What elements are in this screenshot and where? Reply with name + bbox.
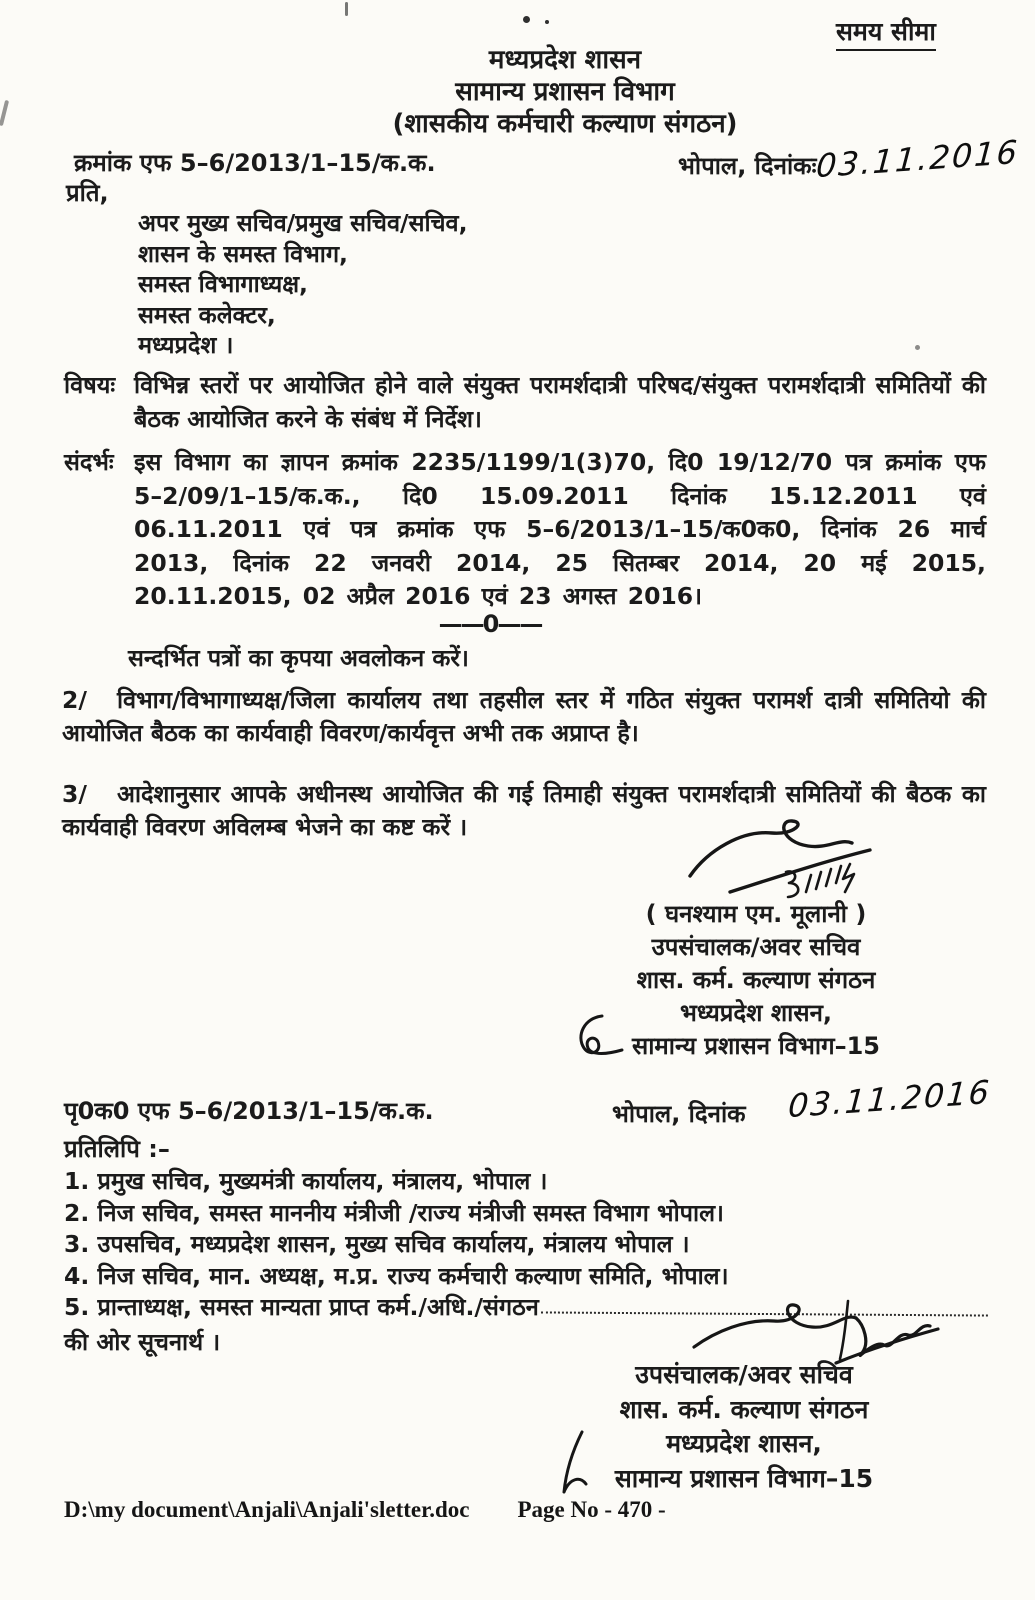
signatory-government: भध्यप्रदेश शासन, [679, 999, 833, 1027]
signatory-government: मध्यप्रदेश शासन, [666, 1429, 822, 1458]
pen-flourish [572, 1012, 624, 1062]
page-number: Page No - 470 - [517, 1497, 666, 1522]
department-name: सामान्य प्रशासन विभाग [455, 77, 675, 107]
paragraph-text: आदेशानुसार आपके अधीनस्थ आयोजित की गई तिमाही संयुक्त परामर्शदात्री समितियों की बैठक का कार्यवाही विवरण अविलम्ब भेजने का कष्ट करें । [62, 780, 986, 841]
scan-artifact [523, 16, 530, 23]
signatory-name: ( घनश्याम एम. मूलानी ) [645, 900, 867, 928]
time-limit-tag: समय सीमा [836, 14, 936, 51]
signature-scribble [682, 816, 877, 904]
addressee-line: मध्यप्रदेश । [138, 331, 234, 359]
place-date-label: भोपाल, दिनांक [612, 1100, 746, 1128]
signatory-designation: उपसंचालक/अवर सचिव [635, 1360, 853, 1389]
letter-number: क्रमांक एफ 5–6/2013/1–15/क.क. [74, 149, 436, 177]
subject-text: विभिन्न स्तरों पर आयोजित होने वाले संयुक्त परामर्शदात्री परिषद/संयुक्त परामर्शदात्री समितियों की बैठक आयोजित करने के संबंध में निर्देश। [134, 371, 986, 433]
copy-item-text: 5. प्रान्ताध्यक्ष, समस्त मान्यता प्राप्त कर्म./अधि./संगठन [64, 1293, 539, 1321]
scan-artifact [0, 100, 9, 126]
signatory-department: सामान्य प्रशासन विभाग–15 [614, 1463, 874, 1493]
reference-row [64, 446, 986, 614]
addressee-line: समस्त विभागाध्यक्ष, [138, 270, 308, 298]
organisation-name: (शासकीय कर्मचारी कल्याण संगठन) [392, 109, 738, 139]
signatory-block-1 [600, 898, 912, 1063]
paragraph-text: विभाग/विभागाध्यक्ष/जिला कार्यालय तथा तहसील स्तर में गठित संयुक्त परामर्श दात्री समितियो की आयोजित बैठक का कार्यवाही विवरण/कार्यवृत्त अभी तक अप्राप्त है। [62, 686, 986, 747]
copy-item: 3. उपसचिव, मध्यप्रदेश शासन, मुख्य सचिव कार्यालय, मंत्रालय भोपाल । [64, 1230, 690, 1258]
letterhead [90, 44, 1035, 140]
reference-text: इस विभाग का ज्ञापन क्रमांक 2235/1199/1(3)70, दि0 19/12/70 पत्र क्रमांक एफ 5–2/09/1–15/क.क., दि0 15.09.2011 दिनांक 15.12.2011 एवं 06.11.2011 एवं पत्र क्रमांक एफ 5–6/2013/1–15/क0क0, दिनांक 26 मार्च 2013, दिनांक 22 जनवरी 2014, 25 सितम्बर 2014, 20 मई 2015, 20.11.2015, 02 अप्रैल 2016 एवं 23 अगस्त 2016। [134, 448, 986, 610]
salutation: प्रति, [66, 179, 109, 207]
handwritten-date: 03.11.2016 [814, 132, 1021, 186]
scan-artifact [345, 2, 348, 16]
copy-item: 2. निज सचिव, समस्त माननीय मंत्रीजी /राज्य मंत्रीजी समस्त विभाग भोपाल। [64, 1198, 724, 1227]
section-divider: ——0—— [438, 610, 542, 638]
pen-flourish [556, 1428, 596, 1494]
paragraph-number: 3/ [62, 780, 87, 808]
place-date-label: भोपाल, दिनांकः [678, 152, 817, 180]
addressee-line: समस्त कलेक्टर, [138, 300, 276, 329]
government-name: मध्यप्रदेश शासन [488, 45, 642, 75]
signatory-organisation: शास. कर्म. कल्याण संगठन [636, 966, 876, 994]
scan-artifact [545, 20, 549, 24]
copy-item: 1. प्रमुख सचिव, मुख्यमंत्री कार्यालय, मंत्रालय, भोपाल । [64, 1167, 548, 1195]
copy-item: 4. निज सचिव, मान. अध्यक्ष, म.प्र. राज्य कर्मचारी कल्याण समिति, भोपाल। [64, 1261, 729, 1290]
body-paragraph-2 [62, 684, 986, 750]
copy-list-tail: की ओर सूचनार्थ । [64, 1327, 221, 1356]
addressee-list [138, 208, 468, 361]
endorsement-number: पृ0क0 एफ 5–6/2013/1–15/क.क. [64, 1097, 434, 1125]
signatory-block-2 [585, 1358, 903, 1496]
copy-to-label: प्रतिलिपि :– [64, 1135, 170, 1163]
addressee-line: शासन के समस्त विभाग, [138, 239, 348, 268]
paragraph-number: 2/ [62, 686, 87, 714]
addressee-line: अपर मुख्य सचिव/प्रमुख सचिव/सचिव, [138, 209, 468, 237]
subject-row [64, 368, 986, 436]
body-paragraph-1: सन्दर्भित पत्रों का कृपया अवलोकन करें। [128, 644, 469, 672]
signature-scribble [688, 1293, 943, 1371]
scan-artifact [915, 345, 920, 350]
file-path: D:\my document\Anjali\Anjali'sletter.doc [64, 1497, 470, 1522]
signatory-department: सामान्य प्रशासन विभाग–15 [631, 1032, 880, 1060]
handwritten-date: 03.11.2016 [786, 1072, 993, 1126]
signatory-designation: उपसंचालक/अवर सचिव [651, 933, 861, 961]
document-footer [64, 1497, 666, 1523]
subject-label: विषयः [64, 371, 116, 399]
signatory-organisation: शास. कर्म. कल्याण संगठन [619, 1394, 869, 1424]
reference-label: संदर्भः [64, 448, 114, 476]
